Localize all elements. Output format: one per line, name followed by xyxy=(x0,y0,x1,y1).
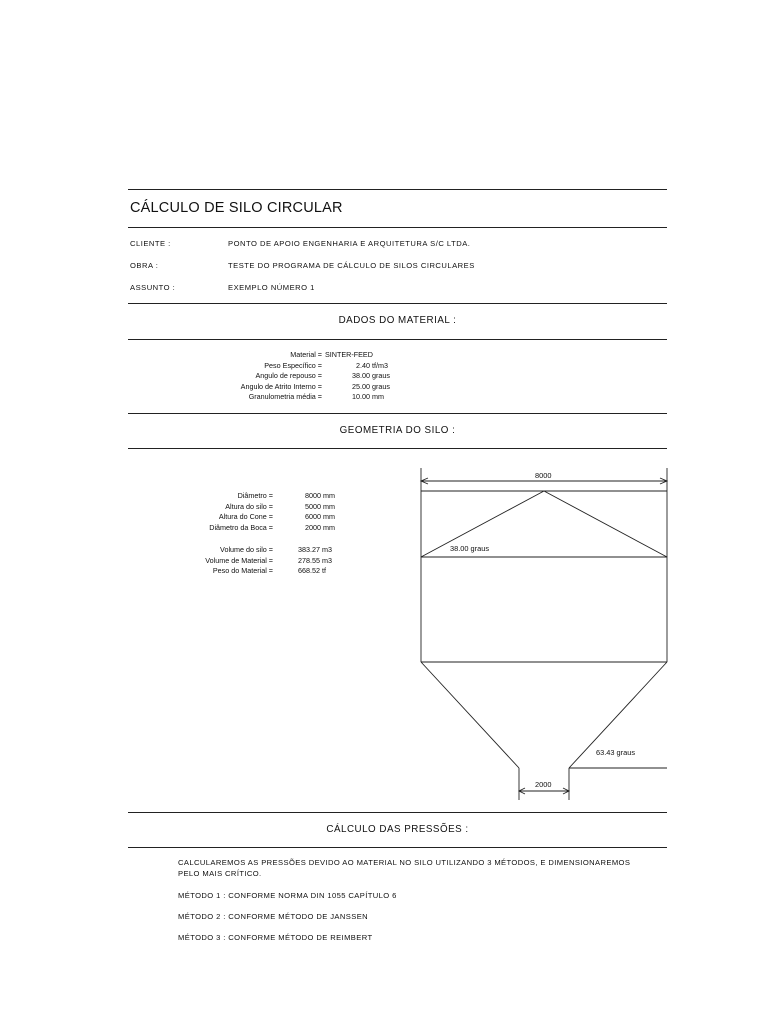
rule-geometry-top xyxy=(128,413,667,414)
repose-angle-value: 38.00 graus xyxy=(352,371,390,380)
repose-angle-label: Angulo de repouso = xyxy=(255,371,322,380)
friction-angle-label: Angulo de Atrito Interno = xyxy=(240,381,322,391)
subject-value: EXEMPLO NÚMERO 1 xyxy=(228,283,315,292)
outlet-arrow-left xyxy=(519,788,525,794)
friction-angle-value: 25.00 graus xyxy=(352,381,390,391)
silo-height-label: Altura do silo = xyxy=(225,501,273,511)
work-label: OBRA : xyxy=(130,261,159,270)
outlet-label-text: 2000 xyxy=(535,780,552,789)
cone-height-label: Altura do Cone = xyxy=(218,512,273,521)
rule-material-bottom xyxy=(128,339,667,340)
material-volume-label: Volume de Material = xyxy=(205,555,273,565)
repose-cone xyxy=(421,491,667,557)
material-label: Material = xyxy=(290,350,322,359)
rule-pressures-top xyxy=(128,812,667,813)
method-1: MÉTODO 1 : CONFORME NORMA DIN 1055 CAPÍTULO 6 xyxy=(178,891,397,900)
pressures-heading: CÁLCULO DAS PRESSÕES : xyxy=(326,824,469,835)
specific-weight-value: 2.40 tf/m3 xyxy=(356,360,388,370)
diameter-label-text: 8000 xyxy=(535,471,552,480)
material-weight-value: 668.52 tf xyxy=(298,566,326,575)
granulometry-value: 10.00 mm xyxy=(352,392,384,401)
hopper-right-wall xyxy=(569,662,667,768)
outlet-diameter-value: 2000 mm xyxy=(305,522,335,532)
outlet-diameter-label: Diâmetro da Boca = xyxy=(209,522,273,532)
material-heading: DADOS DO MATERIAL : xyxy=(338,315,457,326)
hopper-left-wall xyxy=(421,662,519,768)
material-table xyxy=(0,350,768,402)
repose-angle-text: 38.00 graus xyxy=(450,544,490,553)
silo-volume-value: 383.27 m3 xyxy=(298,545,332,554)
material-volume-value: 278.55 m3 xyxy=(298,555,332,565)
rule-under-title xyxy=(128,227,667,228)
material-value: SINTER-FEED xyxy=(325,350,373,359)
rule-material-top xyxy=(128,303,667,304)
material-weight-label: Peso do Material = xyxy=(212,566,273,575)
pressures-intro: CALCULAREMOS AS PRESSÕES DEVIDO AO MATERIAL NO SILO UTILIZANDO 3 MÉTODOS, E DIMENSIONAREMOS PELO MAIS CRÍTICO. xyxy=(178,858,631,878)
silo-volume-label: Volume do silo = xyxy=(220,545,273,554)
diameter-arrow-right xyxy=(660,478,667,484)
cone-angle-text: 63.43 graus xyxy=(596,748,636,757)
client-value: PONTO DE APOIO ENGENHARIA E ARQUITETURA S/C LTDA. xyxy=(228,239,471,248)
client-label: CLIENTE : xyxy=(130,239,171,248)
method-2: MÉTODO 2 : CONFORME MÉTODO DE JANSSEN xyxy=(178,912,369,921)
geometry-table xyxy=(0,491,400,581)
geometry-heading: GEOMETRIA DO SILO : xyxy=(339,425,456,436)
rule-pressures-bottom xyxy=(128,847,667,848)
cone-height-value: 6000 mm xyxy=(305,512,335,521)
subject-label: ASSUNTO : xyxy=(130,283,176,292)
rule-geometry-bottom xyxy=(128,448,667,449)
diameter-arrow-left xyxy=(421,478,428,484)
outlet-arrow-right xyxy=(563,788,569,794)
silo-height-value: 5000 mm xyxy=(305,501,335,511)
diameter-label: Diâmetro = xyxy=(237,491,273,500)
method-3: MÉTODO 3 : CONFORME MÉTODO DE REIMBERT xyxy=(178,933,373,942)
document-title: CÁLCULO DE SILO CIRCULAR xyxy=(130,200,343,216)
diameter-value: 8000 mm xyxy=(305,491,335,500)
granulometry-label: Granulometria média = xyxy=(248,392,322,401)
work-value: TESTE DO PROGRAMA DE CÁLCULO DE SILOS CIRCULARES xyxy=(228,261,475,270)
rule-top xyxy=(128,189,667,190)
specific-weight-label: Peso Específico = xyxy=(264,360,322,370)
